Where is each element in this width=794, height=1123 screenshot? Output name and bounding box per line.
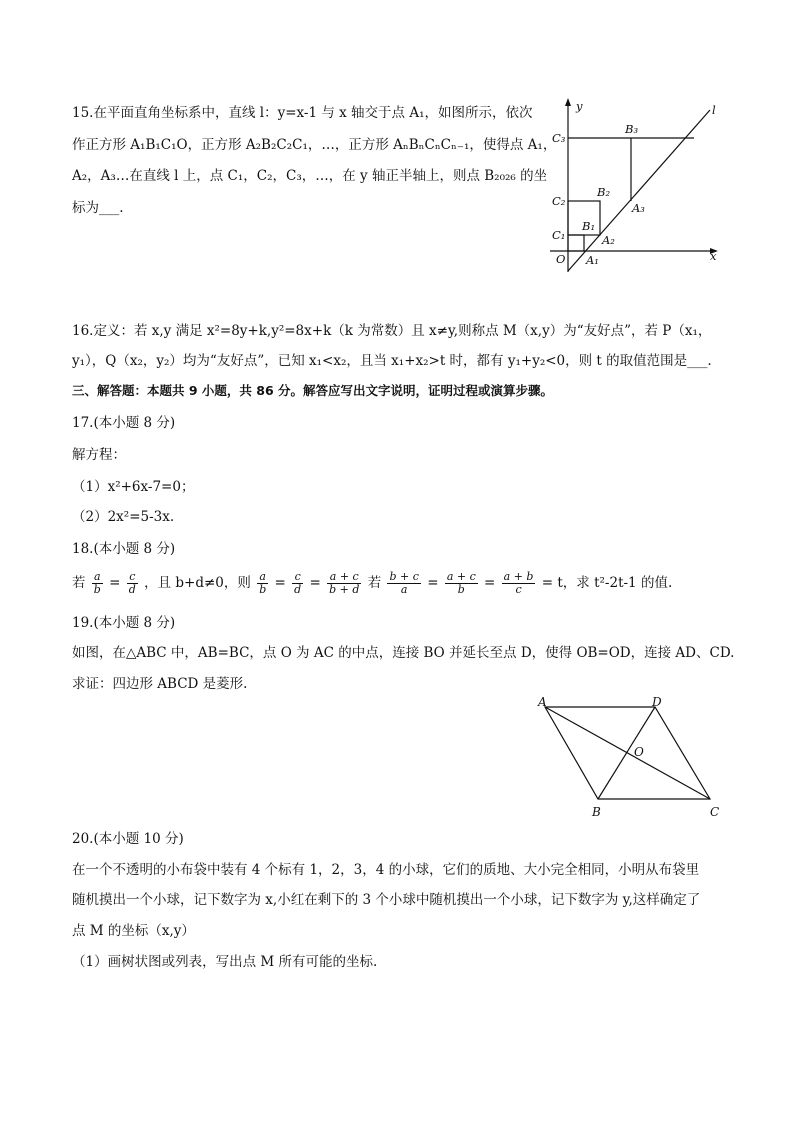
q18-end: = t，求 t²-2t-1 的值. bbox=[541, 575, 673, 591]
q20-line-2: 随机摸出一个小球，记下数字为 x,小红在剩下的 3 个小球中随机摸出一个小球，记下数字为 y,这样确定了 bbox=[72, 892, 701, 908]
fraction-ac-bd bbox=[327, 571, 361, 596]
equals-sign: = bbox=[309, 575, 321, 591]
fraction-ac-b bbox=[445, 571, 478, 596]
label-A3: A₃ bbox=[632, 201, 645, 215]
section-3-header: 三、解答题：本题共 9 小题，共 86 分。解答应写出文字说明，证明过程或演算步骤。 bbox=[72, 383, 554, 398]
denominator: b + d bbox=[329, 583, 360, 596]
q15-line-3: A₂，A₃…在直线 l 上，点 C₁，C₂，C₃，…，在 y 轴正半轴上，则点 B₂₀₂₆ 的坐 bbox=[72, 168, 548, 184]
diagonal-bd bbox=[598, 707, 655, 799]
numerator: a + b bbox=[503, 570, 534, 583]
equals-sign: = bbox=[109, 575, 121, 591]
numerator: c bbox=[127, 571, 138, 584]
denominator: c bbox=[515, 583, 522, 596]
numerator: a + c bbox=[327, 571, 361, 584]
numerator: b + c bbox=[389, 570, 419, 583]
q16-line-1: 16.定义：若 x,y 满足 x²=8y+k,y²=8x+k（k 为常数）且 x≠y,则称点 M（x,y）为“友好点”，若 P（x₁， bbox=[72, 323, 712, 339]
diagonal-ac bbox=[545, 707, 710, 799]
square-1 bbox=[568, 235, 584, 251]
equals-sign: = bbox=[427, 575, 439, 591]
q20-line-1: 在一个不透明的小布袋中装有 4 个标有 1，2，3，4 的小球，它们的质地、大小完全相同，小明从布袋里 bbox=[72, 862, 700, 878]
label-B1: B₁ bbox=[582, 219, 596, 233]
line-l bbox=[568, 110, 710, 271]
label-B: B bbox=[592, 805, 601, 819]
label-l: l bbox=[712, 103, 716, 117]
q19-figure bbox=[530, 694, 730, 824]
label-y: y bbox=[576, 99, 583, 113]
denominator: b bbox=[457, 583, 465, 596]
numerator: a bbox=[257, 571, 268, 584]
q17-part-2: （2）2x²=5-3x. bbox=[72, 509, 175, 525]
equals-sign: = bbox=[484, 575, 496, 591]
fraction-a-b bbox=[257, 571, 268, 596]
fraction-a-b bbox=[92, 571, 103, 596]
q18-body bbox=[72, 568, 672, 598]
label-A1: A₁ bbox=[586, 253, 599, 267]
q20-header: 20.(本小题 10 分) bbox=[72, 831, 184, 847]
q18-header: 18.(本小题 8 分) bbox=[72, 541, 176, 557]
q15-line-2: 作正方形 A₁B₁C₁O，正方形 A₂B₂C₂C₁，…，正方形 AₙBₙCₙCₙ₋₁，使得点 A₁， bbox=[72, 137, 557, 153]
denominator: b bbox=[93, 583, 101, 596]
q15-line-1: 15.在平面直角坐标系中，直线 l：y=x-1 与 x 轴交于点 A₁，如图所示，依次 bbox=[72, 105, 533, 121]
numerator: a bbox=[92, 571, 103, 584]
q18-condition: ，且 b+d≠0，则 bbox=[144, 575, 251, 591]
label-x: x bbox=[710, 249, 717, 263]
q19-header: 19.(本小题 8 分) bbox=[72, 615, 176, 631]
fraction-ab-c bbox=[502, 571, 536, 596]
label-C2: C₂ bbox=[552, 194, 566, 208]
denominator: b bbox=[259, 583, 267, 596]
label-A2: A₂ bbox=[602, 233, 615, 247]
q17-intro: 解方程： bbox=[72, 447, 126, 463]
label-C: C bbox=[710, 805, 720, 819]
label-B3: B₃ bbox=[625, 122, 639, 136]
denominator: a bbox=[400, 583, 408, 596]
q19-line-1: 如图，在△ABC 中，AB=BC，点 O 为 AC 的中点，连接 BO 并延长至点 D，使得 OB=OD，连接 AD、CD. bbox=[72, 645, 735, 661]
q18-if-2: 若 bbox=[367, 575, 382, 591]
q15-line-4: 标为___. bbox=[72, 200, 124, 216]
q19-line-2: 求证：四边形 ABCD 是菱形. bbox=[72, 676, 248, 692]
numerator: c bbox=[292, 571, 303, 584]
denominator: d bbox=[294, 583, 302, 596]
fraction-c-d bbox=[127, 571, 138, 596]
q20-part-1: （1）画树状图或列表，写出点 M 所有可能的坐标. bbox=[72, 954, 378, 970]
q17-header: 17.(本小题 8 分) bbox=[72, 415, 176, 431]
q18-if: 若 bbox=[72, 575, 86, 591]
label-D: D bbox=[652, 695, 662, 709]
q16-line-2: y₁），Q（x₂，y₂）均为“友好点”，已知 x₁<x₂，且当 x₁+x₂>t 时，都有 y₁+y₂<0，则 t 的取值范围是___. bbox=[72, 353, 712, 369]
label-O: O bbox=[634, 745, 644, 759]
equals-sign: = bbox=[274, 575, 286, 591]
label-C1: C₁ bbox=[552, 228, 566, 242]
label-C3: C₃ bbox=[552, 131, 566, 145]
fraction-bc-a bbox=[387, 571, 420, 596]
label-B2: B₂ bbox=[597, 185, 611, 199]
label-O: O bbox=[556, 252, 566, 266]
q15-figure bbox=[540, 96, 730, 276]
label-A: A bbox=[538, 695, 547, 709]
q17-part-1: （1）x²+6x-7=0； bbox=[72, 479, 195, 495]
numerator: a + c bbox=[446, 570, 476, 583]
y-arrow-icon bbox=[565, 98, 571, 106]
fraction-c-d bbox=[292, 571, 303, 596]
denominator: d bbox=[128, 583, 136, 596]
q20-line-3: 点 M 的坐标（x,y） bbox=[72, 923, 195, 939]
